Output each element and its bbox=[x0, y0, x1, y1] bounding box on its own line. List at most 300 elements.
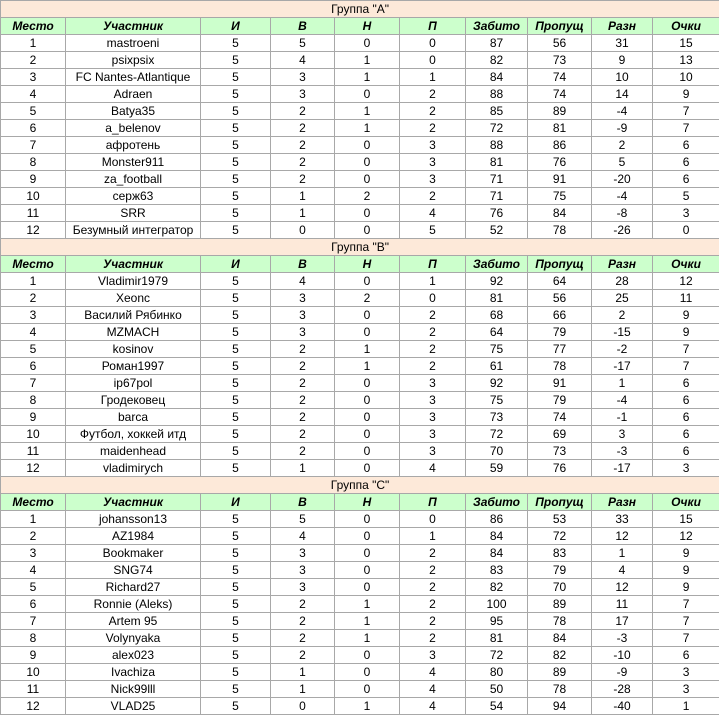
header-row bbox=[1, 494, 719, 511]
cell-wins: 2 bbox=[271, 103, 335, 120]
cell-draws: 0 bbox=[335, 154, 400, 171]
cell-diff: 12 bbox=[592, 528, 653, 545]
cell-diff: -28 bbox=[592, 681, 653, 698]
cell-draws: 1 bbox=[335, 341, 400, 358]
cell-diff: -9 bbox=[592, 120, 653, 137]
cell-diff: -26 bbox=[592, 222, 653, 239]
cell-diff: -4 bbox=[592, 103, 653, 120]
group-title-row bbox=[1, 477, 719, 494]
cell-conceded: 79 bbox=[528, 562, 592, 579]
cell-games: 5 bbox=[201, 86, 271, 103]
cell-points: 9 bbox=[653, 307, 719, 324]
cell-diff: 12 bbox=[592, 579, 653, 596]
column-header-diff: Разн bbox=[592, 256, 653, 273]
cell-scored: 52 bbox=[466, 222, 528, 239]
cell-conceded: 70 bbox=[528, 579, 592, 596]
table-row bbox=[1, 443, 719, 460]
cell-wins: 2 bbox=[271, 375, 335, 392]
group-title: Группа "C" bbox=[1, 477, 719, 494]
cell-points: 6 bbox=[653, 154, 719, 171]
table-row bbox=[1, 392, 719, 409]
cell-participant: Bookmaker bbox=[66, 545, 201, 562]
cell-participant: Ivachiza bbox=[66, 664, 201, 681]
table-row bbox=[1, 341, 719, 358]
cell-participant: SNG74 bbox=[66, 562, 201, 579]
column-header-wins: В bbox=[271, 494, 335, 511]
cell-diff: 31 bbox=[592, 35, 653, 52]
cell-wins: 4 bbox=[271, 273, 335, 290]
cell-conceded: 81 bbox=[528, 120, 592, 137]
cell-games: 5 bbox=[201, 52, 271, 69]
cell-diff: -8 bbox=[592, 205, 653, 222]
cell-diff: 1 bbox=[592, 545, 653, 562]
cell-wins: 2 bbox=[271, 596, 335, 613]
cell-points: 12 bbox=[653, 528, 719, 545]
cell-draws: 0 bbox=[335, 273, 400, 290]
table-row bbox=[1, 86, 719, 103]
column-header-losses: П bbox=[400, 256, 466, 273]
cell-losses: 3 bbox=[400, 443, 466, 460]
table-row bbox=[1, 69, 719, 86]
cell-scored: 61 bbox=[466, 358, 528, 375]
cell-place: 4 bbox=[1, 324, 66, 341]
cell-place: 10 bbox=[1, 664, 66, 681]
cell-diff: -3 bbox=[592, 630, 653, 647]
cell-draws: 0 bbox=[335, 511, 400, 528]
cell-games: 5 bbox=[201, 103, 271, 120]
table-row bbox=[1, 35, 719, 52]
cell-place: 11 bbox=[1, 443, 66, 460]
cell-losses: 0 bbox=[400, 290, 466, 307]
cell-wins: 4 bbox=[271, 528, 335, 545]
cell-points: 3 bbox=[653, 681, 719, 698]
cell-scored: 76 bbox=[466, 205, 528, 222]
cell-scored: 86 bbox=[466, 511, 528, 528]
cell-scored: 82 bbox=[466, 579, 528, 596]
cell-wins: 1 bbox=[271, 188, 335, 205]
cell-scored: 75 bbox=[466, 341, 528, 358]
cell-conceded: 78 bbox=[528, 358, 592, 375]
group-title: Группа "B" bbox=[1, 239, 719, 256]
cell-losses: 2 bbox=[400, 630, 466, 647]
cell-place: 3 bbox=[1, 307, 66, 324]
cell-conceded: 74 bbox=[528, 69, 592, 86]
cell-games: 5 bbox=[201, 154, 271, 171]
cell-losses: 2 bbox=[400, 545, 466, 562]
table-row bbox=[1, 324, 719, 341]
cell-points: 6 bbox=[653, 375, 719, 392]
cell-points: 15 bbox=[653, 511, 719, 528]
cell-points: 3 bbox=[653, 664, 719, 681]
cell-losses: 3 bbox=[400, 171, 466, 188]
cell-wins: 2 bbox=[271, 120, 335, 137]
cell-games: 5 bbox=[201, 341, 271, 358]
cell-participant: VLAD25 bbox=[66, 698, 201, 715]
column-header-wins: В bbox=[271, 18, 335, 35]
header-row bbox=[1, 256, 719, 273]
cell-losses: 2 bbox=[400, 324, 466, 341]
cell-diff: -3 bbox=[592, 443, 653, 460]
column-header-draws: Н bbox=[335, 256, 400, 273]
cell-participant: Volynyaka bbox=[66, 630, 201, 647]
cell-wins: 2 bbox=[271, 392, 335, 409]
cell-conceded: 94 bbox=[528, 698, 592, 715]
cell-conceded: 83 bbox=[528, 545, 592, 562]
cell-draws: 0 bbox=[335, 579, 400, 596]
column-header-games: И bbox=[201, 494, 271, 511]
column-header-diff: Разн bbox=[592, 18, 653, 35]
table-row bbox=[1, 375, 719, 392]
cell-scored: 88 bbox=[466, 86, 528, 103]
column-header-conceded: Пропущ bbox=[528, 494, 592, 511]
column-header-diff: Разн bbox=[592, 494, 653, 511]
cell-place: 5 bbox=[1, 579, 66, 596]
cell-diff: 11 bbox=[592, 596, 653, 613]
cell-losses: 3 bbox=[400, 154, 466, 171]
cell-losses: 2 bbox=[400, 120, 466, 137]
cell-diff: -15 bbox=[592, 324, 653, 341]
cell-wins: 2 bbox=[271, 137, 335, 154]
cell-place: 8 bbox=[1, 630, 66, 647]
cell-place: 6 bbox=[1, 596, 66, 613]
cell-games: 5 bbox=[201, 596, 271, 613]
cell-games: 5 bbox=[201, 698, 271, 715]
cell-diff: 33 bbox=[592, 511, 653, 528]
cell-diff: 9 bbox=[592, 52, 653, 69]
table-row bbox=[1, 409, 719, 426]
cell-wins: 1 bbox=[271, 681, 335, 698]
table-row bbox=[1, 188, 719, 205]
table-row bbox=[1, 154, 719, 171]
cell-place: 4 bbox=[1, 562, 66, 579]
cell-conceded: 89 bbox=[528, 103, 592, 120]
cell-diff: 4 bbox=[592, 562, 653, 579]
cell-points: 9 bbox=[653, 562, 719, 579]
cell-games: 5 bbox=[201, 171, 271, 188]
cell-scored: 81 bbox=[466, 630, 528, 647]
column-header-scored: Забито bbox=[466, 494, 528, 511]
cell-games: 5 bbox=[201, 188, 271, 205]
cell-points: 6 bbox=[653, 137, 719, 154]
cell-diff: 2 bbox=[592, 307, 653, 324]
cell-place: 7 bbox=[1, 613, 66, 630]
column-header-draws: Н bbox=[335, 18, 400, 35]
cell-games: 5 bbox=[201, 528, 271, 545]
cell-draws: 0 bbox=[335, 664, 400, 681]
cell-games: 5 bbox=[201, 545, 271, 562]
cell-conceded: 56 bbox=[528, 290, 592, 307]
cell-conceded: 91 bbox=[528, 375, 592, 392]
cell-draws: 0 bbox=[335, 324, 400, 341]
table-row bbox=[1, 137, 719, 154]
cell-participant: psixpsix bbox=[66, 52, 201, 69]
cell-games: 5 bbox=[201, 579, 271, 596]
cell-points: 5 bbox=[653, 188, 719, 205]
cell-wins: 1 bbox=[271, 460, 335, 477]
cell-place: 4 bbox=[1, 86, 66, 103]
cell-participant: kosinov bbox=[66, 341, 201, 358]
cell-games: 5 bbox=[201, 664, 271, 681]
column-header-losses: П bbox=[400, 494, 466, 511]
cell-games: 5 bbox=[201, 630, 271, 647]
cell-scored: 84 bbox=[466, 528, 528, 545]
cell-games: 5 bbox=[201, 409, 271, 426]
cell-participant: Richard27 bbox=[66, 579, 201, 596]
table-row bbox=[1, 358, 719, 375]
cell-losses: 2 bbox=[400, 562, 466, 579]
cell-place: 2 bbox=[1, 52, 66, 69]
cell-losses: 4 bbox=[400, 698, 466, 715]
cell-points: 15 bbox=[653, 35, 719, 52]
cell-participant: Nick99lll bbox=[66, 681, 201, 698]
cell-place: 9 bbox=[1, 647, 66, 664]
cell-diff: 5 bbox=[592, 154, 653, 171]
cell-scored: 72 bbox=[466, 120, 528, 137]
cell-draws: 0 bbox=[335, 545, 400, 562]
cell-draws: 2 bbox=[335, 188, 400, 205]
cell-losses: 2 bbox=[400, 188, 466, 205]
cell-games: 5 bbox=[201, 137, 271, 154]
cell-games: 5 bbox=[201, 205, 271, 222]
cell-diff: 14 bbox=[592, 86, 653, 103]
cell-scored: 50 bbox=[466, 681, 528, 698]
cell-participant: Monster911 bbox=[66, 154, 201, 171]
column-header-conceded: Пропущ bbox=[528, 18, 592, 35]
cell-draws: 0 bbox=[335, 562, 400, 579]
table-row bbox=[1, 171, 719, 188]
column-header-wins: В bbox=[271, 256, 335, 273]
cell-losses: 0 bbox=[400, 511, 466, 528]
cell-games: 5 bbox=[201, 290, 271, 307]
cell-participant: Ronnie (Aleks) bbox=[66, 596, 201, 613]
cell-losses: 1 bbox=[400, 273, 466, 290]
cell-diff: -10 bbox=[592, 647, 653, 664]
cell-draws: 0 bbox=[335, 426, 400, 443]
cell-draws: 0 bbox=[335, 460, 400, 477]
table-row bbox=[1, 528, 719, 545]
cell-points: 9 bbox=[653, 324, 719, 341]
cell-diff: -20 bbox=[592, 171, 653, 188]
cell-diff: 17 bbox=[592, 613, 653, 630]
table-row bbox=[1, 579, 719, 596]
cell-participant: AZ1984 bbox=[66, 528, 201, 545]
cell-draws: 0 bbox=[335, 205, 400, 222]
cell-losses: 2 bbox=[400, 307, 466, 324]
cell-games: 5 bbox=[201, 273, 271, 290]
cell-losses: 3 bbox=[400, 426, 466, 443]
cell-scored: 54 bbox=[466, 698, 528, 715]
cell-losses: 1 bbox=[400, 69, 466, 86]
cell-wins: 2 bbox=[271, 358, 335, 375]
cell-scored: 71 bbox=[466, 188, 528, 205]
cell-scored: 85 bbox=[466, 103, 528, 120]
cell-place: 12 bbox=[1, 222, 66, 239]
cell-place: 3 bbox=[1, 545, 66, 562]
table-row bbox=[1, 511, 719, 528]
cell-draws: 0 bbox=[335, 35, 400, 52]
cell-scored: 92 bbox=[466, 375, 528, 392]
cell-conceded: 89 bbox=[528, 664, 592, 681]
cell-points: 0 bbox=[653, 222, 719, 239]
cell-draws: 1 bbox=[335, 120, 400, 137]
cell-place: 7 bbox=[1, 137, 66, 154]
cell-points: 6 bbox=[653, 647, 719, 664]
cell-participant: Василий Рябинко bbox=[66, 307, 201, 324]
cell-place: 2 bbox=[1, 528, 66, 545]
table-row bbox=[1, 205, 719, 222]
cell-wins: 1 bbox=[271, 664, 335, 681]
cell-losses: 3 bbox=[400, 137, 466, 154]
cell-participant: MZMACH bbox=[66, 324, 201, 341]
cell-diff: 2 bbox=[592, 137, 653, 154]
cell-participant: FC Nantes-Atlantique bbox=[66, 69, 201, 86]
cell-draws: 0 bbox=[335, 681, 400, 698]
cell-participant: Безумный интегратор bbox=[66, 222, 201, 239]
cell-diff: 10 bbox=[592, 69, 653, 86]
cell-place: 10 bbox=[1, 426, 66, 443]
cell-draws: 1 bbox=[335, 52, 400, 69]
cell-games: 5 bbox=[201, 647, 271, 664]
table-row bbox=[1, 426, 719, 443]
cell-scored: 100 bbox=[466, 596, 528, 613]
cell-draws: 1 bbox=[335, 69, 400, 86]
cell-points: 6 bbox=[653, 426, 719, 443]
cell-scored: 84 bbox=[466, 545, 528, 562]
cell-losses: 4 bbox=[400, 681, 466, 698]
cell-scored: 59 bbox=[466, 460, 528, 477]
table-row bbox=[1, 613, 719, 630]
cell-place: 2 bbox=[1, 290, 66, 307]
cell-place: 9 bbox=[1, 171, 66, 188]
table-row bbox=[1, 460, 719, 477]
cell-points: 7 bbox=[653, 358, 719, 375]
cell-scored: 70 bbox=[466, 443, 528, 460]
cell-games: 5 bbox=[201, 324, 271, 341]
table-row bbox=[1, 647, 719, 664]
cell-draws: 0 bbox=[335, 86, 400, 103]
cell-participant: barca bbox=[66, 409, 201, 426]
cell-conceded: 53 bbox=[528, 511, 592, 528]
table-row bbox=[1, 545, 719, 562]
column-header-games: И bbox=[201, 18, 271, 35]
cell-losses: 3 bbox=[400, 409, 466, 426]
cell-wins: 3 bbox=[271, 290, 335, 307]
cell-points: 6 bbox=[653, 409, 719, 426]
cell-wins: 0 bbox=[271, 698, 335, 715]
cell-diff: -17 bbox=[592, 358, 653, 375]
cell-draws: 0 bbox=[335, 222, 400, 239]
cell-place: 1 bbox=[1, 511, 66, 528]
cell-participant: ip67pol bbox=[66, 375, 201, 392]
cell-scored: 84 bbox=[466, 69, 528, 86]
column-header-participant: Участник bbox=[66, 256, 201, 273]
cell-draws: 0 bbox=[335, 171, 400, 188]
cell-points: 9 bbox=[653, 545, 719, 562]
column-header-conceded: Пропущ bbox=[528, 256, 592, 273]
cell-games: 5 bbox=[201, 443, 271, 460]
cell-conceded: 79 bbox=[528, 324, 592, 341]
cell-scored: 95 bbox=[466, 613, 528, 630]
cell-losses: 5 bbox=[400, 222, 466, 239]
cell-points: 11 bbox=[653, 290, 719, 307]
cell-losses: 4 bbox=[400, 664, 466, 681]
cell-games: 5 bbox=[201, 426, 271, 443]
cell-draws: 0 bbox=[335, 528, 400, 545]
cell-losses: 2 bbox=[400, 86, 466, 103]
cell-diff: 28 bbox=[592, 273, 653, 290]
cell-points: 7 bbox=[653, 120, 719, 137]
group-title-row bbox=[1, 1, 719, 18]
cell-wins: 3 bbox=[271, 545, 335, 562]
cell-scored: 82 bbox=[466, 52, 528, 69]
cell-place: 12 bbox=[1, 460, 66, 477]
cell-wins: 2 bbox=[271, 409, 335, 426]
cell-diff: -17 bbox=[592, 460, 653, 477]
cell-conceded: 74 bbox=[528, 86, 592, 103]
cell-conceded: 74 bbox=[528, 409, 592, 426]
cell-conceded: 82 bbox=[528, 647, 592, 664]
cell-draws: 1 bbox=[335, 698, 400, 715]
cell-games: 5 bbox=[201, 562, 271, 579]
cell-points: 3 bbox=[653, 205, 719, 222]
cell-participant: Футбол, хоккей итд bbox=[66, 426, 201, 443]
cell-points: 7 bbox=[653, 630, 719, 647]
cell-wins: 2 bbox=[271, 443, 335, 460]
cell-games: 5 bbox=[201, 511, 271, 528]
cell-losses: 2 bbox=[400, 341, 466, 358]
cell-diff: -2 bbox=[592, 341, 653, 358]
cell-losses: 3 bbox=[400, 375, 466, 392]
cell-wins: 3 bbox=[271, 562, 335, 579]
cell-wins: 2 bbox=[271, 154, 335, 171]
cell-conceded: 76 bbox=[528, 460, 592, 477]
cell-conceded: 69 bbox=[528, 426, 592, 443]
cell-conceded: 77 bbox=[528, 341, 592, 358]
cell-draws: 2 bbox=[335, 290, 400, 307]
table-row bbox=[1, 596, 719, 613]
header-row bbox=[1, 18, 719, 35]
cell-diff: 25 bbox=[592, 290, 653, 307]
table-row bbox=[1, 120, 719, 137]
cell-diff: 3 bbox=[592, 426, 653, 443]
cell-scored: 73 bbox=[466, 409, 528, 426]
cell-draws: 0 bbox=[335, 375, 400, 392]
cell-scored: 80 bbox=[466, 664, 528, 681]
cell-conceded: 79 bbox=[528, 392, 592, 409]
table-row bbox=[1, 664, 719, 681]
cell-participant: Batya35 bbox=[66, 103, 201, 120]
cell-wins: 3 bbox=[271, 69, 335, 86]
cell-games: 5 bbox=[201, 681, 271, 698]
table-row bbox=[1, 307, 719, 324]
cell-games: 5 bbox=[201, 613, 271, 630]
column-header-place: Место bbox=[1, 494, 66, 511]
cell-losses: 0 bbox=[400, 52, 466, 69]
cell-participant: серж63 bbox=[66, 188, 201, 205]
cell-diff: -40 bbox=[592, 698, 653, 715]
cell-games: 5 bbox=[201, 69, 271, 86]
cell-place: 1 bbox=[1, 35, 66, 52]
cell-conceded: 56 bbox=[528, 35, 592, 52]
cell-games: 5 bbox=[201, 222, 271, 239]
table-row bbox=[1, 103, 719, 120]
cell-participant: vladimirych bbox=[66, 460, 201, 477]
cell-scored: 72 bbox=[466, 426, 528, 443]
cell-points: 7 bbox=[653, 613, 719, 630]
cell-scored: 81 bbox=[466, 290, 528, 307]
cell-losses: 2 bbox=[400, 579, 466, 596]
cell-games: 5 bbox=[201, 375, 271, 392]
